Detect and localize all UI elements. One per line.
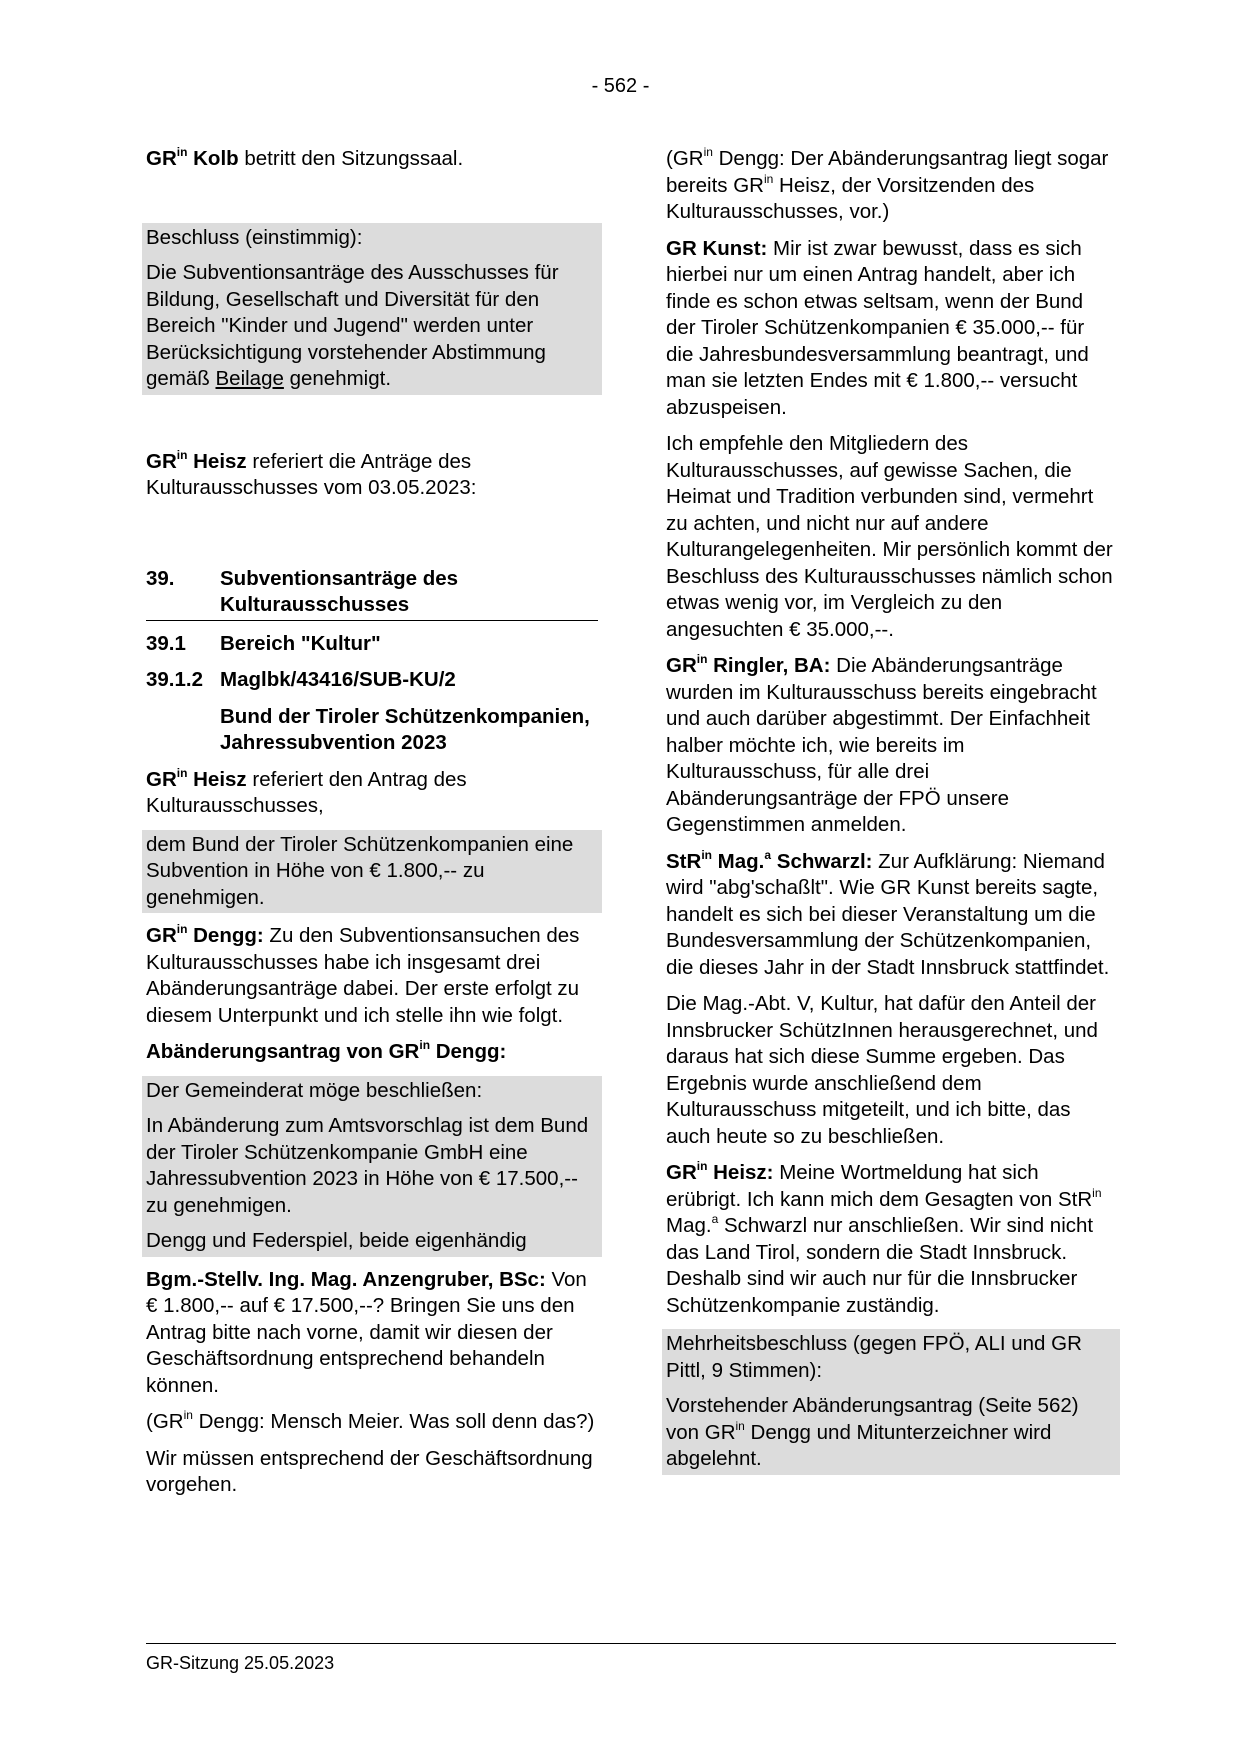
schwarzl-paragraph-2: Die Mag.-Abt. V, Kultur, hat dafür den Anteil der Innsbrucker SchützInnen herausgerechnet, und daraus hat sich diese Summe ergeben. Das Ergebnis wurde anschließend dem Kulturausschuss mitgeteilt, und ich bitte, das auch heute so zu beschließen. [666,992,1098,1148]
dengg-paragraph: $GR^{in}$ Dengg: Zu den Subventionsansuchen des Kulturausschusses habe ich insgesamt drei Abänderungsanträge dabei. Der erste erfolgt zu diesem Unterpunkt und ich stelle ihn wie folgt. [146,922,580,1027]
kolb-paragraph: $GR^{in}$ Kolb betritt den Sitzungssaal. [146,145,464,170]
geschaeftsordnung-paragraph: Wir müssen entsprechend der Geschäftsordnung vorgehen. [146,1446,593,1496]
heisz-antrag-paragraph: $GR^{in}$ Heisz referiert den Antrag des Kulturausschusses, [146,765,467,817]
beschluss-box [142,223,602,395]
heading-39-1-2: 39.1.2 Maglbk/43416/SUB-KU/2 [146,668,456,691]
left-column [146,146,598,1509]
dengg-zwischenruf: ($GR^{in}$ Dengg: Mensch Meier. Was soll denn das?) [146,1408,595,1433]
ringler-paragraph: $GR^{in}$ Ringler, BA: Die Abänderungsanträge wurden im Kulturausschuss bereits eingebracht und auch darüber abgestimmt. Der Einfachheit halber möchte ich, wie bereits im Kulturausschuss, für alle drei Abänderungsanträge der FPÖ unsere Gegenstimmen anmelden. [666,652,1097,836]
heisz-wortmeldung-paragraph: $GR^{in}$ Heisz: Meine Wortmeldung hat sich erübrigt. Ich kann mich dem Gesagten von StR$^{in}$ Mag.$^a$ Schwarzl nur anschließen. Wir sind nicht das Land Tirol, sondern die Stadt Innsbruck. Deshalb sind wir auch nur für die Innsbrucker Schützenkompanie zuständig. [666,1159,1102,1317]
gemeinderat-signed: Dengg und Federspiel, beide eigenhändig [146,1229,527,1252]
gemeinderat-body: In Abänderung zum Amtsvorschlag ist dem Bund der Tiroler Schützenkompanie GmbH eine Jahressubvention 2023 in Höhe von € 17.500,-- zu genehmigen. [146,1114,589,1217]
footer-divider [146,1643,1116,1644]
heading-39-1: 39.1 Bereich "Kultur" [146,631,381,655]
beilage-link[interactable]: Beilage [215,367,284,390]
abaenderung-title: Abänderungsantrag von $GR^{in}$ Dengg: [146,1038,507,1063]
heading-39-1-2-subtitle: Bund der Tiroler Schützenkompanien, Jahressubvention 2023 [220,704,590,754]
mehrheit-title: Mehrheitsbeschluss (gegen FPÖ, ALI und GR Pittl, 9 Stimmen): [666,1332,1082,1382]
gemeinderat-box [142,1076,602,1257]
mehrheitsbeschluss-box [662,1329,1120,1475]
schwarzl-paragraph: StR$^{in}$ Mag.$^a$ Schwarzl: Zur Aufklärung: Niemand wird "abg'schaßlt". Wie GR Kunst bereits sagte, handelt es sich bei dieser Veranstaltung um die Bundesversammlung der Schützenkompanien, die dieses Jahr in der Stadt Innsbruck stattfindet. [666,847,1110,979]
mehrheit-body: Vorstehender Abänderungsantrag (Seite 562) von $GR^{in}$ Dengg und Mitunterzeichner wird abgelehnt. [666,1394,1079,1470]
gemeinderat-title: Der Gemeinderat möge beschließen: [146,1078,483,1102]
heading-39: 39. Subventionsanträge des Kulturausschusses [146,566,598,621]
antrag-box: dem Bund der Tiroler Schützenkompanien eine Subvention in Höhe von € 1.800,-- zu genehmigen. [142,830,602,914]
beschluss-body: Die Subventionsanträge des Ausschusses für Bildung, Gesellschaft und Diversität für den Bereich "Kinder und Jugend" werden unter Berücksichtigung vorstehender Abstimmung gemäß Beilage genehmigt. [146,261,559,390]
kunst-paragraph: GR Kunst: Mir ist zwar bewusst, dass es sich hierbei nur um einen Antrag handelt, aber ich finde es schon etwas seltsam, wenn der Bund der Tiroler Schützenkompanien € 35.000,-- für die Jahresbundesversammlung beantragt, und man sie letzten Endes mit € 1.800,-- versucht abzuspeisen. [666,236,1089,419]
beschluss-title: Beschluss (einstimmig): [146,225,363,249]
anzengruber-paragraph: Bgm.-Stellv. Ing. Mag. Anzengruber, BSc: Von € 1.800,-- auf € 17.500,--? Bringen Sie uns den Antrag bitte nach vorne, damit wir diesen der Geschäftsordnung entsprechend behandeln können. [146,1267,587,1397]
page-number: - 562 - [591,75,650,97]
kunst-paragraph-2: Ich empfehle den Mitgliedern des Kulturausschusses, auf gewisse Sachen, die Heimat und Tradition verbunden sind, vermehrt zu achten, und nicht nur auf andere Kulturangelegenheiten. Mir persönlich kommt der Beschluss des Kulturausschusses nämlich schon etwas wenig vor, im Vergleich zu den angesuchten € 35.000,--. [666,432,1113,641]
right-column [666,146,1116,1475]
footer-text: GR-Sitzung 25.05.2023 [146,1653,335,1673]
heisz-referat-paragraph: $GR^{in}$ Heisz referiert die Anträge des Kulturausschusses vom 03.05.2023: [146,447,477,499]
dengg-zwischenruf-2: ($GR^{in}$ Dengg: Der Abänderungsantrag liegt sogar bereits $GR^{in}$ Heisz, der Vorsitzenden des Kulturausschusses, vor.) [666,145,1109,223]
